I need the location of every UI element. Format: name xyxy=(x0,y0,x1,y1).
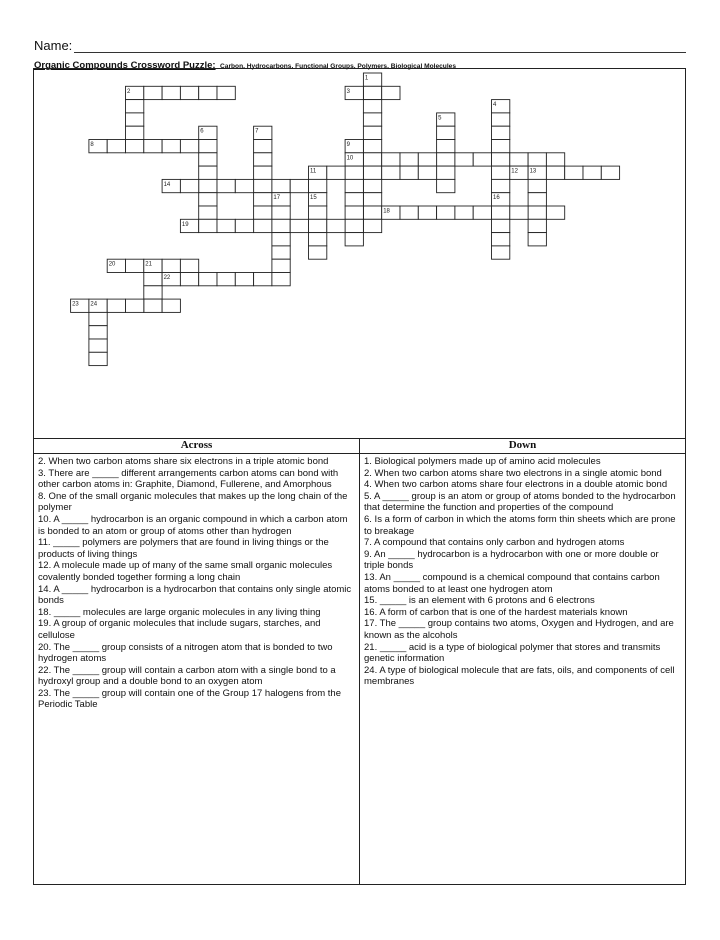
crossword-cell[interactable] xyxy=(309,206,327,219)
across-clue: 11. _____ polymers are polymers that are found in living things or the products of living things xyxy=(38,537,329,560)
crossword-cell[interactable] xyxy=(382,153,400,166)
crossword-cell[interactable] xyxy=(345,233,363,246)
crossword-cell[interactable] xyxy=(199,86,217,99)
crossword-cell[interactable] xyxy=(199,273,217,286)
clue-number: 6 xyxy=(200,128,204,135)
down-clue: 24. A type of biological molecule that are fats, oils, and components of cell membranes xyxy=(364,664,675,688)
clue-number: 21 xyxy=(145,261,152,268)
clue-number: 8 xyxy=(90,142,94,148)
crossword-cell[interactable] xyxy=(144,140,162,153)
across-clue: 18. _____ molecules are large organic molecules in any living thing xyxy=(38,606,321,618)
crossword-cell[interactable] xyxy=(272,273,290,286)
down-clue: 2. When two carbon atoms share two electrons in a single atomic bond xyxy=(364,467,662,479)
crossword-cell[interactable] xyxy=(144,86,162,99)
crossword-cell[interactable] xyxy=(107,299,125,312)
crossword-cell[interactable] xyxy=(528,193,546,206)
crossword-cell[interactable] xyxy=(363,206,381,219)
crossword-cell[interactable] xyxy=(126,113,144,126)
name-underline xyxy=(74,52,686,53)
down-clue: 5. A _____ group is an atom or group of atoms bonded to the hydrocarbon that determine the function and properties of the compound xyxy=(364,490,676,514)
down-clue-list xyxy=(360,454,685,688)
crossword-cell[interactable] xyxy=(272,233,290,246)
down-clue: 6. Is a form of carbon in which the atoms form thin sheets which are prone to breakage xyxy=(364,513,676,537)
crossword-cell[interactable] xyxy=(345,166,363,179)
crossword-cell[interactable] xyxy=(528,219,546,232)
crossword-cell[interactable] xyxy=(272,246,290,259)
crossword-cell[interactable] xyxy=(272,179,290,192)
clue-number: 23 xyxy=(72,301,79,308)
crossword-cell[interactable] xyxy=(107,140,125,153)
down-column xyxy=(360,438,685,884)
crossword-cell[interactable] xyxy=(217,179,235,192)
crossword-cell[interactable] xyxy=(363,140,381,153)
crossword-cell[interactable] xyxy=(382,86,400,99)
across-clue: 8. One of the small organic molecules that makes up the long chain of the polymer xyxy=(38,490,348,514)
crossword-cell[interactable] xyxy=(180,273,198,286)
crossword-cell[interactable] xyxy=(199,206,217,219)
crossword-cell[interactable] xyxy=(272,259,290,272)
crossword-cell[interactable] xyxy=(437,179,455,192)
crossword-cell[interactable] xyxy=(144,273,162,286)
crossword-cell[interactable] xyxy=(180,86,198,99)
crossword-cell[interactable] xyxy=(437,140,455,153)
clue-number: 11 xyxy=(310,168,317,175)
crossword-cell[interactable] xyxy=(400,153,418,166)
clue-number: 10 xyxy=(346,155,354,162)
clue-number: 2 xyxy=(127,88,131,95)
across-clue: 12. A molecule made up of many of the same small organic molecules covalently bonded together forming a long chain xyxy=(38,560,333,583)
crossword-cell[interactable] xyxy=(290,219,308,232)
crossword-cell[interactable] xyxy=(363,126,381,139)
crossword-cell[interactable] xyxy=(473,206,491,219)
clue-number: 19 xyxy=(181,221,189,228)
crossword-cell[interactable] xyxy=(492,179,510,192)
crossword-cell[interactable] xyxy=(309,233,327,246)
crossword-cell[interactable] xyxy=(546,206,564,219)
crossword-cell[interactable] xyxy=(455,153,473,166)
down-clue: 9. An _____ hydrocarbon is a hydrocarbon with one or more double or triple bonds xyxy=(364,548,659,572)
crossword-cell[interactable] xyxy=(162,259,180,272)
crossword-cell[interactable] xyxy=(126,299,144,312)
crossword-cell[interactable] xyxy=(254,206,272,219)
crossword-cell[interactable] xyxy=(162,299,180,312)
crossword-cell[interactable] xyxy=(126,259,144,272)
clue-number: 18 xyxy=(383,208,390,215)
across-clue: 20. The _____ group consists of a nitrogen atom that is bonded to two hydrogen atoms xyxy=(38,641,333,665)
clue-number: 3 xyxy=(346,88,350,95)
down-clue: 1. Biological polymers made up of amino acid molecules xyxy=(364,456,601,467)
crossword-cell[interactable] xyxy=(437,153,455,166)
down-clue: 17. The _____ group contains two atoms, Oxygen and Hydrogen, and are known as the alcohols xyxy=(364,618,674,641)
down-clue: 16. A form of carbon that is one of the hardest materials known xyxy=(364,606,628,618)
puzzle-title-main: Organic Compounds Crossword Puzzle: xyxy=(34,60,216,71)
clue-number: 15 xyxy=(310,195,317,202)
crossword-cell[interactable] xyxy=(345,179,363,192)
crossword-cell[interactable] xyxy=(327,219,345,232)
crossword-cell[interactable] xyxy=(363,179,381,192)
crossword-cell[interactable] xyxy=(546,153,564,166)
crossword-cell[interactable] xyxy=(363,193,381,206)
crossword-cell[interactable] xyxy=(217,219,235,232)
crossword-cell[interactable] xyxy=(601,166,619,179)
crossword-cell[interactable] xyxy=(89,352,107,365)
across-clue: 19. A group of organic molecules that include sugars, starches, and cellulose xyxy=(38,618,321,641)
clue-number: 20 xyxy=(108,261,116,268)
crossword-cell[interactable] xyxy=(272,219,290,232)
crossword-cell[interactable] xyxy=(492,219,510,232)
crossword-cell[interactable] xyxy=(437,126,455,139)
name-label: Name: xyxy=(34,38,73,53)
crossword-cell[interactable] xyxy=(235,179,253,192)
crossword-cell[interactable] xyxy=(199,179,217,192)
crossword-cell[interactable] xyxy=(418,166,436,179)
crossword-cell[interactable] xyxy=(345,219,363,232)
crossword-cell[interactable] xyxy=(528,153,546,166)
clue-number: 12 xyxy=(511,168,518,175)
across-clue: 2. When two carbon atoms share six electrons in a triple atomic bond xyxy=(38,456,329,467)
crossword-cell[interactable] xyxy=(126,140,144,153)
crossword-cell[interactable] xyxy=(89,312,107,325)
crossword-cell[interactable] xyxy=(254,273,272,286)
across-clue: 22. The _____ group will contain a carbon atom with a single bond to a hydroxyl group and a double bond to an oxygen atom xyxy=(38,664,336,688)
crossword-cell[interactable] xyxy=(309,219,327,232)
clue-number: 22 xyxy=(163,275,171,281)
crossword-cell[interactable] xyxy=(235,219,253,232)
crossword-cell[interactable] xyxy=(327,166,345,179)
crossword-cell[interactable] xyxy=(199,140,217,153)
down-clue: 7. A compound that contains only carbon and hydrogen atoms xyxy=(364,537,625,549)
clue-number: 16 xyxy=(493,195,500,202)
crossword-cell[interactable] xyxy=(363,153,381,166)
crossword-cell[interactable] xyxy=(272,206,290,219)
clue-number: 17 xyxy=(273,195,281,202)
clue-number: 13 xyxy=(529,168,537,175)
crossword-area xyxy=(34,69,685,439)
crossword-cell[interactable] xyxy=(126,100,144,113)
crossword-cell[interactable] xyxy=(345,193,363,206)
clue-number: 9 xyxy=(346,142,350,148)
crossword-cell[interactable] xyxy=(217,86,235,99)
clue-number: 1 xyxy=(364,75,369,82)
crossword-cell[interactable] xyxy=(400,206,418,219)
crossword-cell[interactable] xyxy=(235,273,253,286)
crossword-cell[interactable] xyxy=(162,86,180,99)
crossword-cell[interactable] xyxy=(437,166,455,179)
down-clue: 15. _____ is an element with 6 protons and 6 electrons xyxy=(364,595,595,607)
crossword-cell[interactable] xyxy=(254,153,272,166)
crossword-cell[interactable] xyxy=(492,206,510,219)
down-clue: 13. An _____ compound is a chemical compound that contains carbon atoms bonded to at least one hydrogen atom xyxy=(364,571,660,595)
crossword-cell[interactable] xyxy=(418,206,436,219)
crossword-cell[interactable] xyxy=(199,166,217,179)
clue-number: 24 xyxy=(90,301,98,308)
down-header: Down xyxy=(360,438,685,454)
crossword-cell[interactable] xyxy=(528,179,546,192)
crossword-cell[interactable] xyxy=(510,153,528,166)
crossword-cell[interactable] xyxy=(437,206,455,219)
across-column xyxy=(34,438,360,884)
crossword-cell[interactable] xyxy=(363,166,381,179)
crossword-cell[interactable] xyxy=(254,166,272,179)
crossword-cell[interactable] xyxy=(180,259,198,272)
crossword-cell[interactable] xyxy=(400,166,418,179)
crossword-cell[interactable] xyxy=(126,126,144,139)
clue-number: 7 xyxy=(255,128,259,135)
crossword-cell[interactable] xyxy=(492,113,510,126)
crossword-cell[interactable] xyxy=(528,233,546,246)
crossword-cell[interactable] xyxy=(492,246,510,259)
crossword-cell[interactable] xyxy=(492,233,510,246)
down-clue: 4. When two carbon atoms share four electrons in a double atomic bond xyxy=(364,479,668,491)
crossword-cell[interactable] xyxy=(492,126,510,139)
crossword-cell[interactable] xyxy=(565,166,583,179)
down-clue: 21. _____ acid is a type of biological polymer that stores and transmits genetic information xyxy=(364,641,661,665)
crossword-grid xyxy=(34,69,685,438)
crossword-cell[interactable] xyxy=(162,140,180,153)
across-clue-list xyxy=(34,454,359,711)
crossword-cell[interactable] xyxy=(363,100,381,113)
crossword-cell[interactable] xyxy=(492,153,510,166)
across-header: Across xyxy=(34,438,359,454)
crossword-cell[interactable] xyxy=(144,286,162,299)
crossword-cell[interactable] xyxy=(199,153,217,166)
clue-section xyxy=(34,438,685,884)
crossword-cell[interactable] xyxy=(546,166,564,179)
crossword-cell[interactable] xyxy=(363,86,381,99)
crossword-cell[interactable] xyxy=(363,113,381,126)
crossword-cell[interactable] xyxy=(473,153,491,166)
crossword-cell[interactable] xyxy=(254,193,272,206)
crossword-cell[interactable] xyxy=(180,140,198,153)
across-clue: 23. The _____ group will contain one of the Group 17 halogens from the Periodic Table xyxy=(38,687,341,711)
crossword-cell[interactable] xyxy=(363,219,381,232)
worksheet-frame xyxy=(33,68,686,885)
across-clue: 10. A _____ hydrocarbon is an organic compound in which a carbon atom is bonded to an atom or group of atoms other than hydrogen xyxy=(38,513,348,537)
crossword-cell[interactable] xyxy=(382,166,400,179)
crossword-cell[interactable] xyxy=(528,206,546,219)
crossword-cell[interactable] xyxy=(510,206,528,219)
crossword-cell[interactable] xyxy=(492,140,510,153)
clue-number: 5 xyxy=(438,115,442,122)
crossword-cell[interactable] xyxy=(199,193,217,206)
across-clue: 14. A _____ hydrocarbon is a hydrocarbon that contains only single atomic bonds xyxy=(38,583,352,607)
crossword-cell[interactable] xyxy=(89,326,107,339)
crossword-cell[interactable] xyxy=(254,219,272,232)
crossword-cell[interactable] xyxy=(199,219,217,232)
crossword-cell[interactable] xyxy=(217,273,235,286)
crossword-cell[interactable] xyxy=(144,299,162,312)
crossword-cell[interactable] xyxy=(254,179,272,192)
crossword-cell[interactable] xyxy=(345,206,363,219)
across-clue: 3. There are _____ different arrangements carbon atoms can bond with other carbon atoms in: Graphite, Diamond, Fullerene, and Amorphous xyxy=(38,467,339,491)
crossword-cell[interactable] xyxy=(455,206,473,219)
puzzle-title-subtitle: Carbon, Hydrocarbons, Functional Groups, Polymers, Biological Molecules xyxy=(220,63,456,70)
crossword-cell[interactable] xyxy=(418,153,436,166)
crossword-cell[interactable] xyxy=(492,166,510,179)
crossword-cell[interactable] xyxy=(89,339,107,352)
crossword-cell[interactable] xyxy=(583,166,601,179)
clue-number: 14 xyxy=(163,181,171,188)
crossword-cell[interactable] xyxy=(309,179,327,192)
crossword-cell[interactable] xyxy=(180,179,198,192)
crossword-cell[interactable] xyxy=(290,179,308,192)
clue-number: 4 xyxy=(493,102,497,109)
crossword-cell[interactable] xyxy=(254,140,272,153)
crossword-cell[interactable] xyxy=(309,246,327,259)
